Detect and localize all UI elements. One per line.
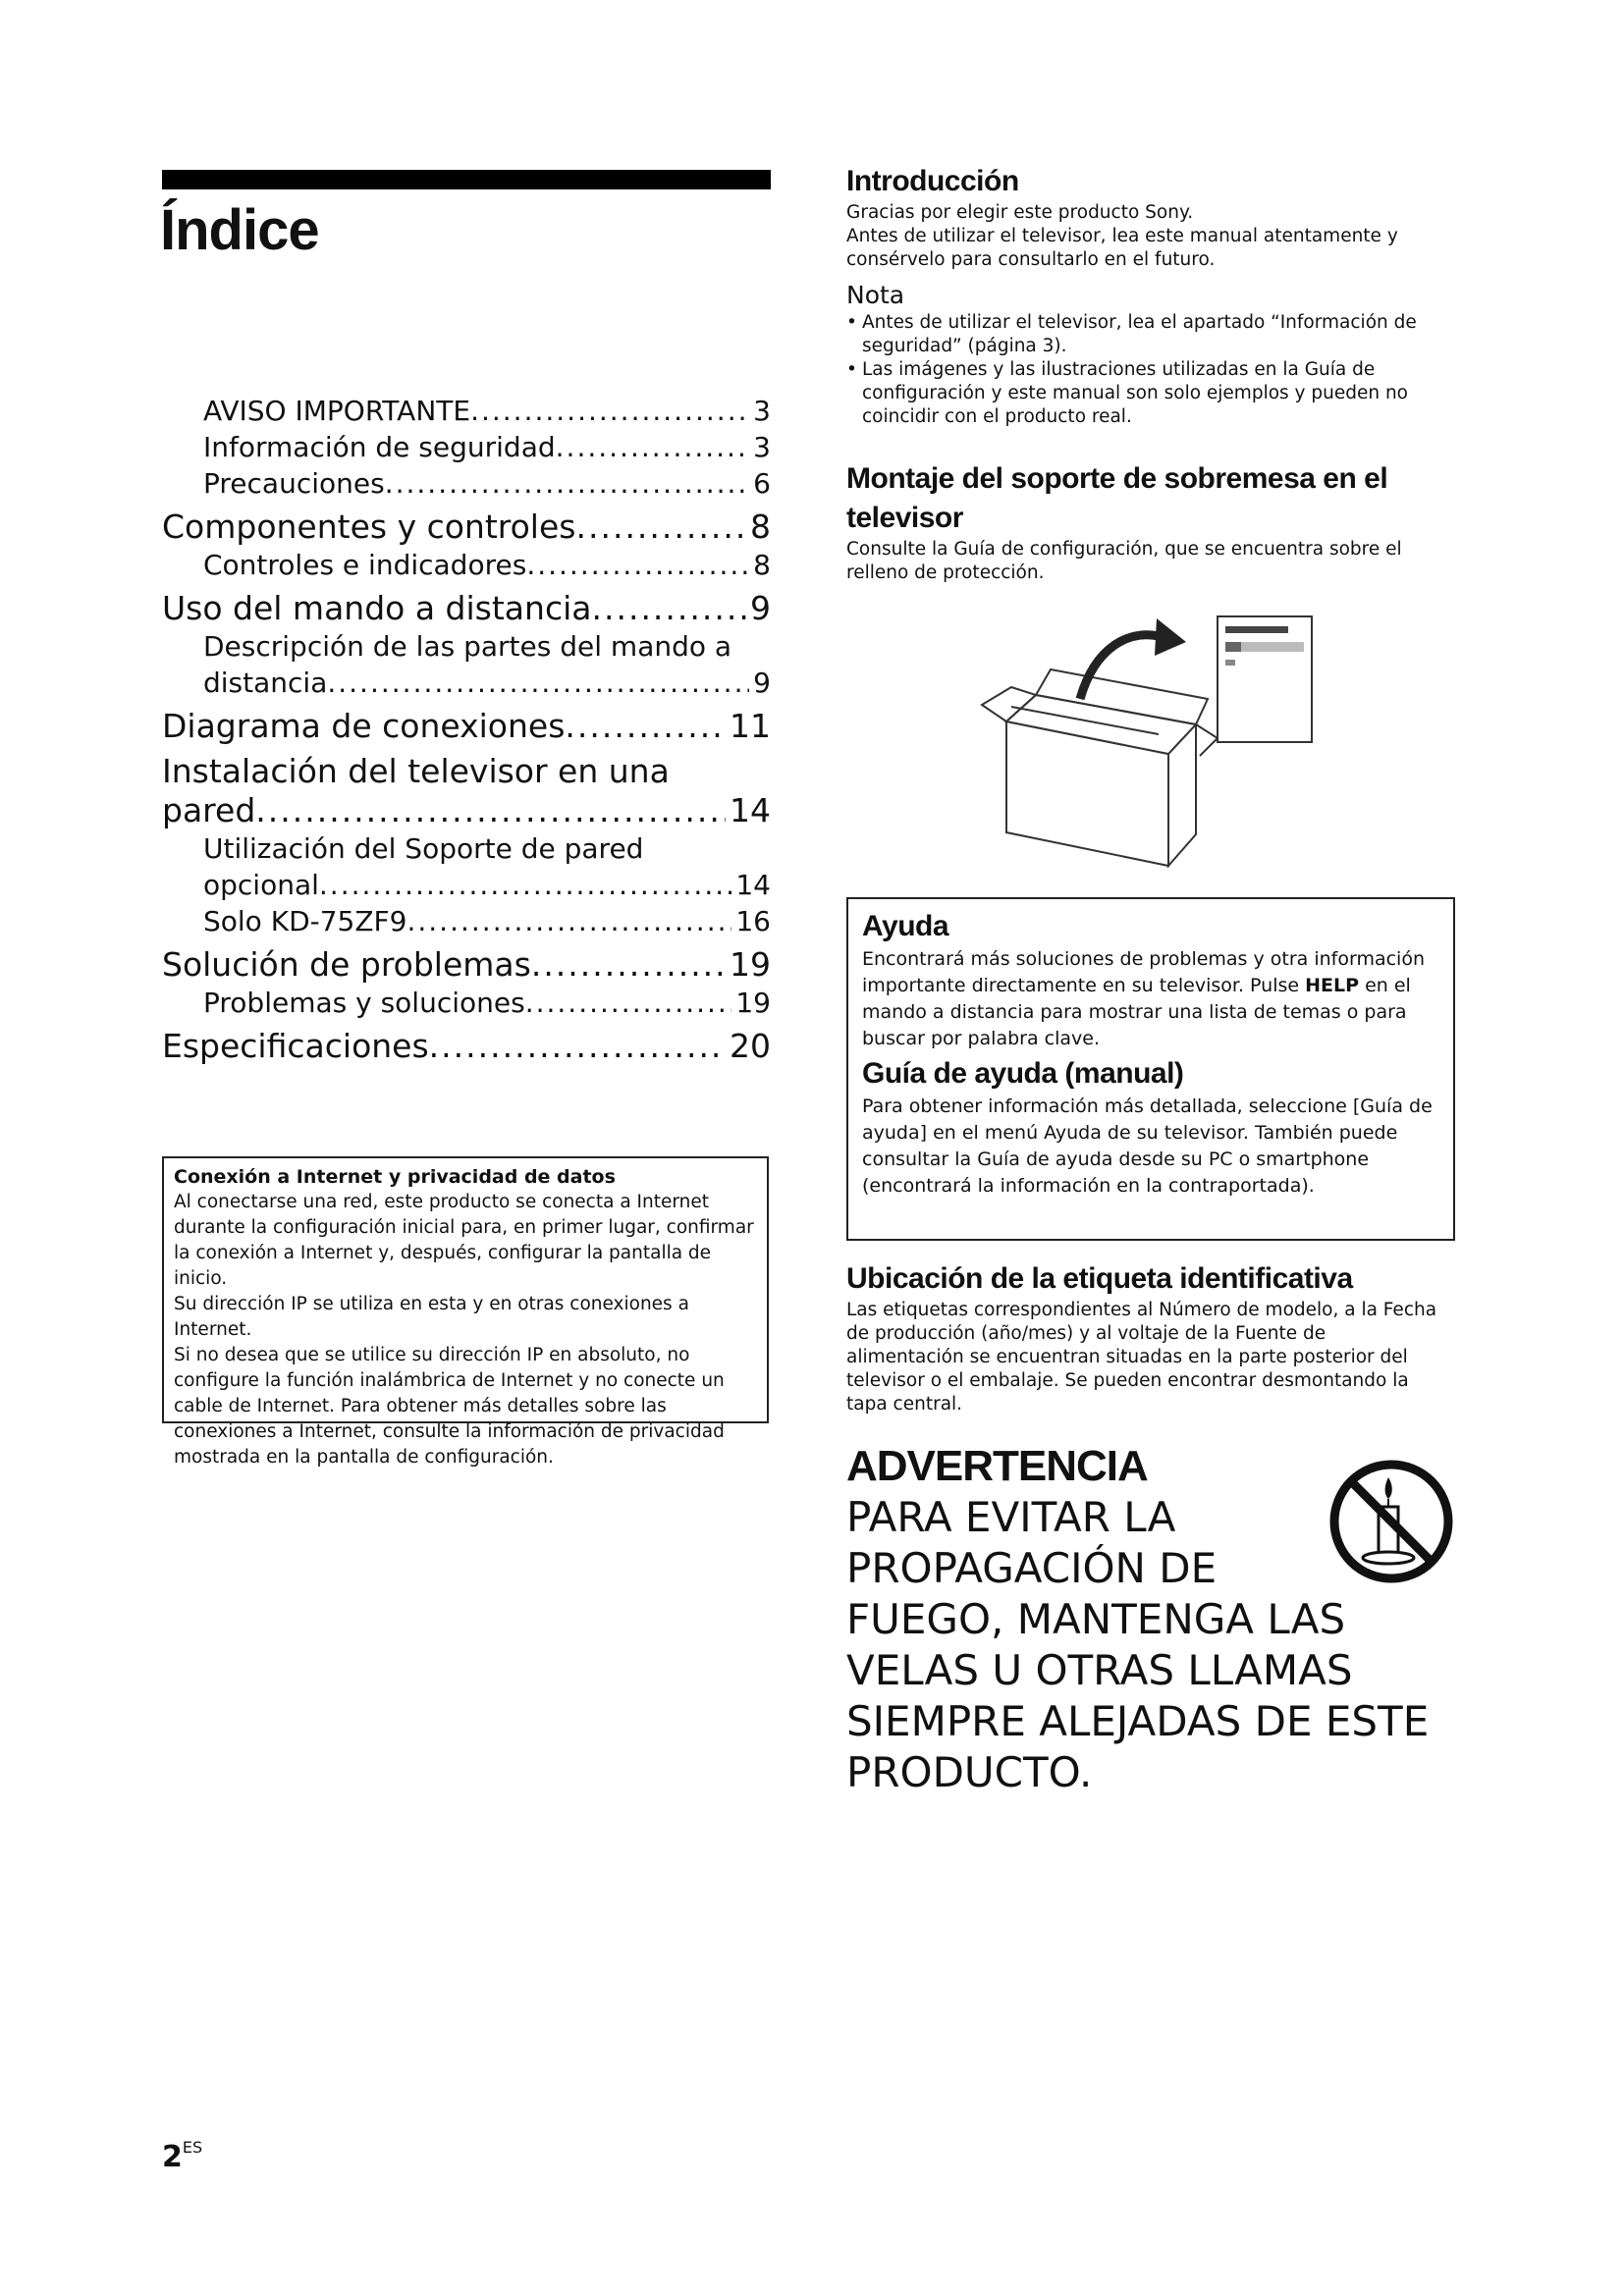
help-guide-line: consultar la Guía de ayuda desde su PC o smartphone [862,1148,1370,1170]
intro-line: consérvelo para consultarlo en el futuro. [846,249,1216,270]
toc-entry[interactable]: Uso del mando a distancia ..... 9 [162,589,771,628]
privacy-notice-title: Conexión a Internet y privacidad de datos [174,1166,616,1188]
toc-entry[interactable]: Solución de problemas ..... 19 [162,945,771,985]
help-key-label: HELP [1305,975,1360,996]
warning-title: ADVERTENCIA [846,1442,1148,1490]
warning-line: SIEMPRE ALEJADAS DE ESTE [846,1697,1430,1745]
privacy-line: Si no desea que se utilice su dirección IP en absoluto, no [174,1345,690,1365]
page-title: Índice [160,198,319,262]
stand-assembly-section [846,459,1435,585]
nota-item: • Las imágenes y las ilustraciones utilizadas en la Guía de configuración y este manual son solo ejemplos y pueden no coincidir con el producto real. [846,358,1435,429]
privacy-line: Al conectarse una red, este producto se conecta a Internet [174,1192,710,1212]
toc-entry[interactable]: opcional ..... 14 [162,867,771,903]
stand-assembly-line: Consulte la Guía de configuración, que se encuentra sobre el [846,539,1402,560]
label-location-line: tapa central. [846,1394,963,1415]
language-suffix: ES [182,2138,203,2157]
help-line: buscar por palabra clave. [862,1028,1100,1049]
privacy-line: la conexión a Internet y, después, configurar la pantalla de inicio. [174,1243,712,1289]
help-title: Ayuda [862,910,949,942]
toc-entry-line1: Descripción de las partes del mando a [203,630,732,663]
label-location-line: Las etiquetas correspondientes al Número de modelo, a la Fecha [846,1300,1437,1320]
warning-line: VELAS U OTRAS LLAMAS [846,1646,1353,1694]
privacy-line: conexiones a Internet, consulte la información de privacidad [174,1421,725,1442]
intro-title: Introducción [846,165,1019,197]
toc-entry-line1: Utilización del Soporte de pared [203,832,644,865]
nota-item: • Antes de utilizar el televisor, lea el apartado “Información de seguridad” (página 3). [846,311,1435,358]
title-bar-rule [162,170,771,189]
intro-section [846,162,1435,429]
toc-entry[interactable]: pared ..... 14 [162,791,771,830]
help-line: Encontrará más soluciones de problemas y otra información [862,948,1426,970]
toc-entry[interactable]: distancia ..... 9 [162,665,771,701]
nota-title: Nota [846,281,905,309]
toc-entry[interactable]: Controles e indicadores ..... 8 [162,547,771,583]
toc-entry[interactable]: Componentes y controles ..... 8 [162,507,771,547]
warning-line: PARA EVITAR LA [846,1493,1176,1541]
warning-line: PROPAGACIÓN DE [846,1544,1218,1592]
help-guide-line: Para obtener información más detallada, seleccione [Guía de [862,1095,1433,1117]
toc-entry[interactable]: Diagrama de conexiones ..... 11 [162,707,771,746]
stand-assembly-title: Montaje del soporte de sobremesa en el [846,462,1388,495]
toc-entry[interactable]: Información de seguridad ..... 3 [162,429,771,465]
toc-entry[interactable]: Especificaciones ..... 20 [162,1027,771,1066]
privacy-line: cable de Internet. Para obtener más detalles sobre las [174,1396,667,1416]
toc-entry[interactable]: Solo KD-75ZF9 ..... 16 [162,903,771,939]
privacy-line: Su dirección IP se utiliza en esta y en otras conexiones a Internet. [174,1294,689,1340]
table-of-contents [162,393,771,1066]
nota-list [846,311,1435,429]
privacy-notice-box [162,1156,769,1468]
stand-assembly-title-2: televisor [846,502,963,534]
no-candle-icon [1327,1458,1455,1585]
box-with-guide-icon [972,609,1326,874]
help-guide-title: Guía de ayuda (manual) [862,1057,1184,1090]
help-guide-line: (encontrará la información en la contraportada). [862,1175,1315,1197]
stand-assembly-line: relleno de protección. [846,562,1045,583]
help-box [846,897,1455,1241]
help-guide-line: ayuda] en el menú Ayuda de su televisor. También puede [862,1122,1398,1144]
label-location-title: Ubicación de la etiqueta identificativa [846,1262,1353,1295]
page-number: $2^{ES}$ [162,2138,203,2174]
privacy-line: durante la configuración inicial para, en primer lugar, confirmar [174,1217,754,1238]
label-location-line: de producción (año/mes) y al voltaje de la Fuente de [846,1323,1326,1344]
help-line: importante directamente en su televisor. Pulse HELP en el [862,975,1411,996]
intro-line: Antes de utilizar el televisor, lea este manual atentamente y [846,226,1398,246]
warning-line: PRODUCTO. [846,1748,1093,1796]
toc-entry[interactable]: Problemas y soluciones ..... 19 [162,985,771,1021]
toc-entry[interactable]: Precauciones ..... 6 [162,465,771,502]
help-line: mando a distancia para mostrar una lista de temas o para [862,1001,1407,1023]
label-location-line: televisor o el embalaje. Se pueden encontrar desmontando la [846,1370,1409,1391]
intro-line: Gracias por elegir este producto Sony. [846,202,1194,223]
toc-entry-line1: Instalación del televisor en una [162,752,670,790]
warning-line: FUEGO, MANTENGA LAS [846,1595,1346,1643]
privacy-line: configure la función inalámbrica de Internet y no conecte un [174,1370,725,1391]
toc-entry[interactable]: AVISO IMPORTANTE ..... 3 [162,393,771,429]
privacy-line: mostrada en la pantalla de configuración. [174,1447,554,1468]
label-location-line: alimentación se encuentran situadas en la parte posterior del [846,1347,1408,1367]
label-location-section [846,1259,1455,1416]
